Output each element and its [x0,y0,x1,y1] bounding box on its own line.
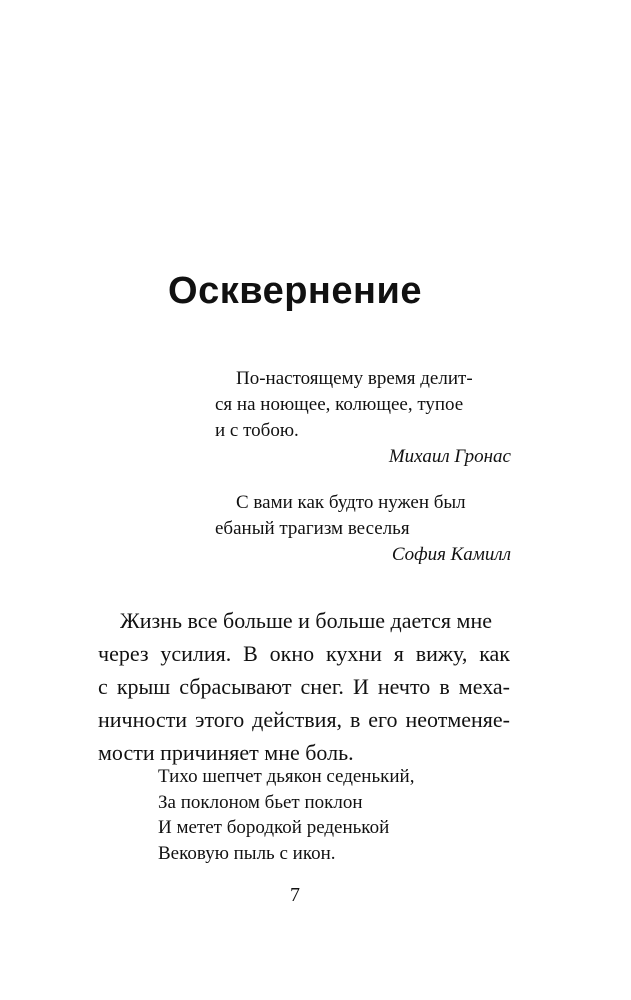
chapter-title: Осквернение [168,270,422,312]
epigraph [215,366,511,470]
epigraph-line: ся на ноющее, колющее, тупое [215,394,464,415]
paragraph-line: через усилия. В окно кухни я вижу, как [98,641,510,666]
epigraph-author: Михаил Гронас [388,446,511,467]
paragraph-line: Жизнь все больше и больше дается мне [120,608,493,633]
paragraph-line: с крыш сбрасывают снег. И нечто в меха- [98,674,510,699]
paragraph-line: ничности этого действия, в его неотменяе- [98,707,510,732]
epigraph-line: По-настоящему время делит- [236,368,473,389]
verse-line: И метет бородкой реденькой [158,817,390,838]
epigraph-author: София Камилл [391,544,511,565]
verse-line: За поклоном бьет поклон [158,791,363,813]
verse-line: Вековую пыль с икон. [158,842,336,864]
verse-line: Тихо шепчет дьякон седенький, [158,766,415,787]
epigraph-line: С вами как будто нужен был [236,492,466,513]
epigraph [215,490,511,568]
body-paragraph [98,604,510,769]
paragraph-line: мости причиняет мне боль. [98,740,354,765]
verse-quote [158,764,414,866]
page-number: 7 [290,884,300,906]
epigraph-line: ебаный трагизм веселья [215,518,410,539]
epigraph-line: и с тобою. [215,420,299,441]
